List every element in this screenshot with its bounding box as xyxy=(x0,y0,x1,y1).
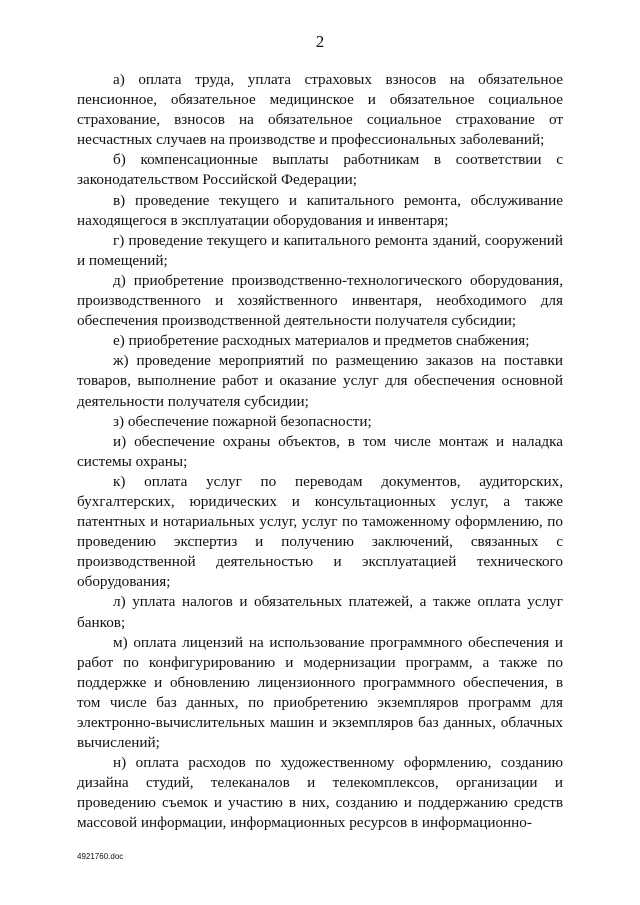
paragraph-e: е) приобретение расходных материалов и предметов снабжения; xyxy=(113,332,530,350)
paragraph-m: м) оплата лицензий на использование программного обеспечения и работ по конфигурированию и модернизации программ, а также по поддержке и обновлению лицензионного программного обеспечения, в том числе баз данных, по приобретению экземпляров программ для электронно-вычислительных машин и экземпляров баз данных, облачных вычислений; xyxy=(77,633,563,752)
paragraph-v: в) проведение текущего и капитального ремонта, обслуживание находящегося в эксплуатации оборудования и инвентаря; xyxy=(77,191,563,229)
paragraph-z: з) обеспечение пожарной безопасности; xyxy=(113,412,372,430)
paragraph-k: к) оплата услуг по переводам документов, аудиторских, бухгалтерских, юридических и консультационных услуг, а также патентных и нотариальных услуг, услуг по таможенному оформлению, по проведению экспертиз и получению заключений, связанных с производственной деятельностью и эксплуатацией технического оборудования; xyxy=(77,472,563,591)
paragraph-g: г) проведение текущего и капитального ремонта зданий, сооружений и помещений; xyxy=(77,231,563,269)
paragraph-b: б) компенсационные выплаты работникам в соответствии с законодательством Российской Федерации; xyxy=(77,151,563,189)
paragraph-i: и) обеспечение охраны объектов, в том числе монтаж и наладка системы охраны; xyxy=(77,432,563,470)
paragraph-n: н) оплата расходов по художественному оформлению, созданию дизайна студий, телеканалов и телекомплексов, организации и проведению съемок и участию в них, созданию и поддержанию средств массовой информации, информационных ресурсов в информационно- xyxy=(77,754,563,832)
paragraph-zh: ж) проведение мероприятий по размещению заказов на поставки товаров, выполнение работ и оказание услуг для обеспечения основной деятельности получателя субсидии; xyxy=(77,352,563,410)
paragraph-l: л) уплата налогов и обязательных платежей, а также оплата услуг банков; xyxy=(77,593,563,631)
page-number: 2 xyxy=(315,32,325,51)
footer-file-code: 4921760.doc xyxy=(77,852,124,861)
paragraph-d: д) приобретение производственно-технологического оборудования, производственного и хозяйственного инвентаря, необходимого для обеспечения производственной деятельности получателя субсидии; xyxy=(77,271,563,330)
paragraph-a: а) оплата труда, уплата страховых взносов на обязательное пенсионное, обязательное медицинское и обязательное социальное страхование, взносов на обязательное социальное страхование от несчастных случаев на производстве и профессиональных заболеваний; xyxy=(77,71,563,149)
document-body xyxy=(77,70,563,834)
